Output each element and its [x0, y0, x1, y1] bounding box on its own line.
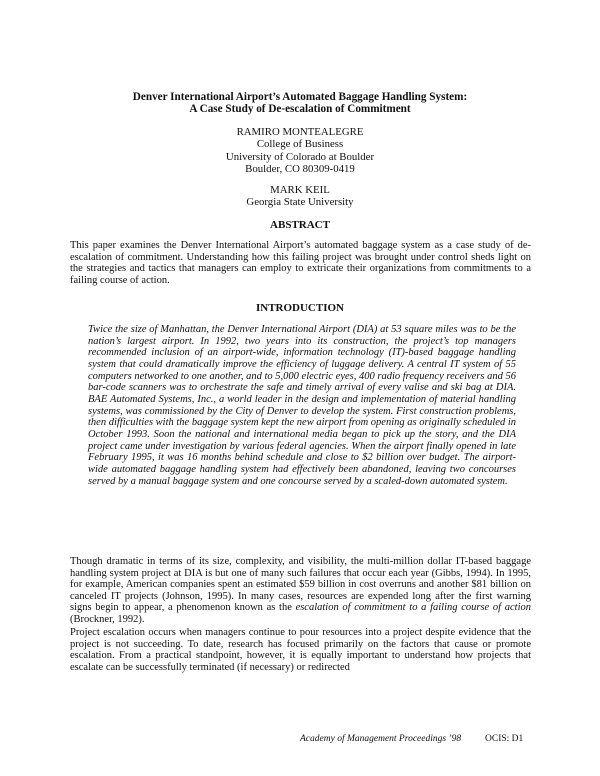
- footer-proceedings: Academy of Management Proceedings ’98: [300, 734, 462, 744]
- intro-paragraph-1: [70, 556, 531, 626]
- title-line-1: Denver International Airport’s Automated Baggage Handling System:: [132, 91, 468, 103]
- intro-block-quote: Twice the size of Manhattan, the Denver International Airport (DIA) at 53 square miles was to be the nation’s largest airport. In 1992, two years into its construction, the project’s top managers recommended inclusion of an airport-wide, information technology (IT)-based baggage handling system that could dramatically improve the efficiency of luggage delivery. A central IT system of 55 computers networked to one another, and to 5,000 electric eyes, 400 radio frequency receivers and 56 bar-code scanners was to orchestrate the safe and timely arrival of every valise and ski bag at DIA. BAE Automated Systems, Inc., a world leader in the design and implementation of material handling systems, was commissioned by the City of Denver to develop the system. First construction problems, then difficulties with the baggage system kept the new airport from opening as originally scheduled in October 1993. Soon the national and international media began to pick up the story, and the DIA project came under investigation by various federal agencies. When the airport finally opened in late February 1995, it was 16 months behind schedule and close to $2 billion over budget. The airport-wide automated baggage handling system had effectively been abandoned, leaving two concourses served by a manual baggage system and one concourse served by a scaled-down automated system.: [88, 324, 517, 487]
- abstract-heading: ABSTRACT: [270, 219, 330, 231]
- author-2-block: [100, 184, 500, 209]
- title-line-2: A Case Study of De-escalation of Commitment: [189, 103, 411, 115]
- author-1-block: [100, 126, 500, 176]
- author-1-university: University of Colorado at Boulder: [225, 150, 375, 163]
- paper-title: [70, 91, 530, 115]
- footer-page-code: OCIS: D1: [485, 734, 524, 744]
- author-1-name: RAMIRO MONTEALEGRE: [236, 126, 364, 138]
- intro-paragraph-2: Project escalation occurs when managers continue to pour resources into a project despite evidence that the project is not succeeding. To date, research has focused primarily on the factors that cause or promote escalation. From a practical standpoint, however, it is equally important to understand how projects that escalate can be successfully terminated (if necessary) or redirected: [70, 627, 531, 673]
- para1-text-end: (Brockner, 1992).: [70, 613, 145, 625]
- author-1-address: Boulder, CO 80309-0419: [245, 163, 355, 176]
- author-1-dept: College of Business: [256, 138, 344, 151]
- abstract-text: This paper examines the Denver International Airport’s automated baggage system as a case study of de-escalation of commitment. Understanding how this failing project was brought under control sheds light on the strategies and tactics that managers can employ to extricate their organizations from commitments to a failing course of action.: [70, 240, 531, 286]
- introduction-heading: INTRODUCTION: [255, 302, 344, 314]
- para1-text-start: Though dramatic in terms of its size, complexity, and visibility, the multi-million dollar IT-based baggage handling system project at DIA is but one of many such failures that occur each year (Gibbs, 1994). In 1995, for example, American companies spent an estimated $59 billion in cost overruns and another $81 billion on canceled IT projects (Johnson, 1995). In many cases, resources are expended long after the first warning signs begin to appear, a phenomenon known as the: [70, 556, 531, 614]
- author-2-name: MARK KEIL: [270, 184, 330, 196]
- author-2-university: Georgia State University: [246, 196, 354, 209]
- para1-italic-phrase: escalation of commitment to a failing course of action: [295, 602, 531, 614]
